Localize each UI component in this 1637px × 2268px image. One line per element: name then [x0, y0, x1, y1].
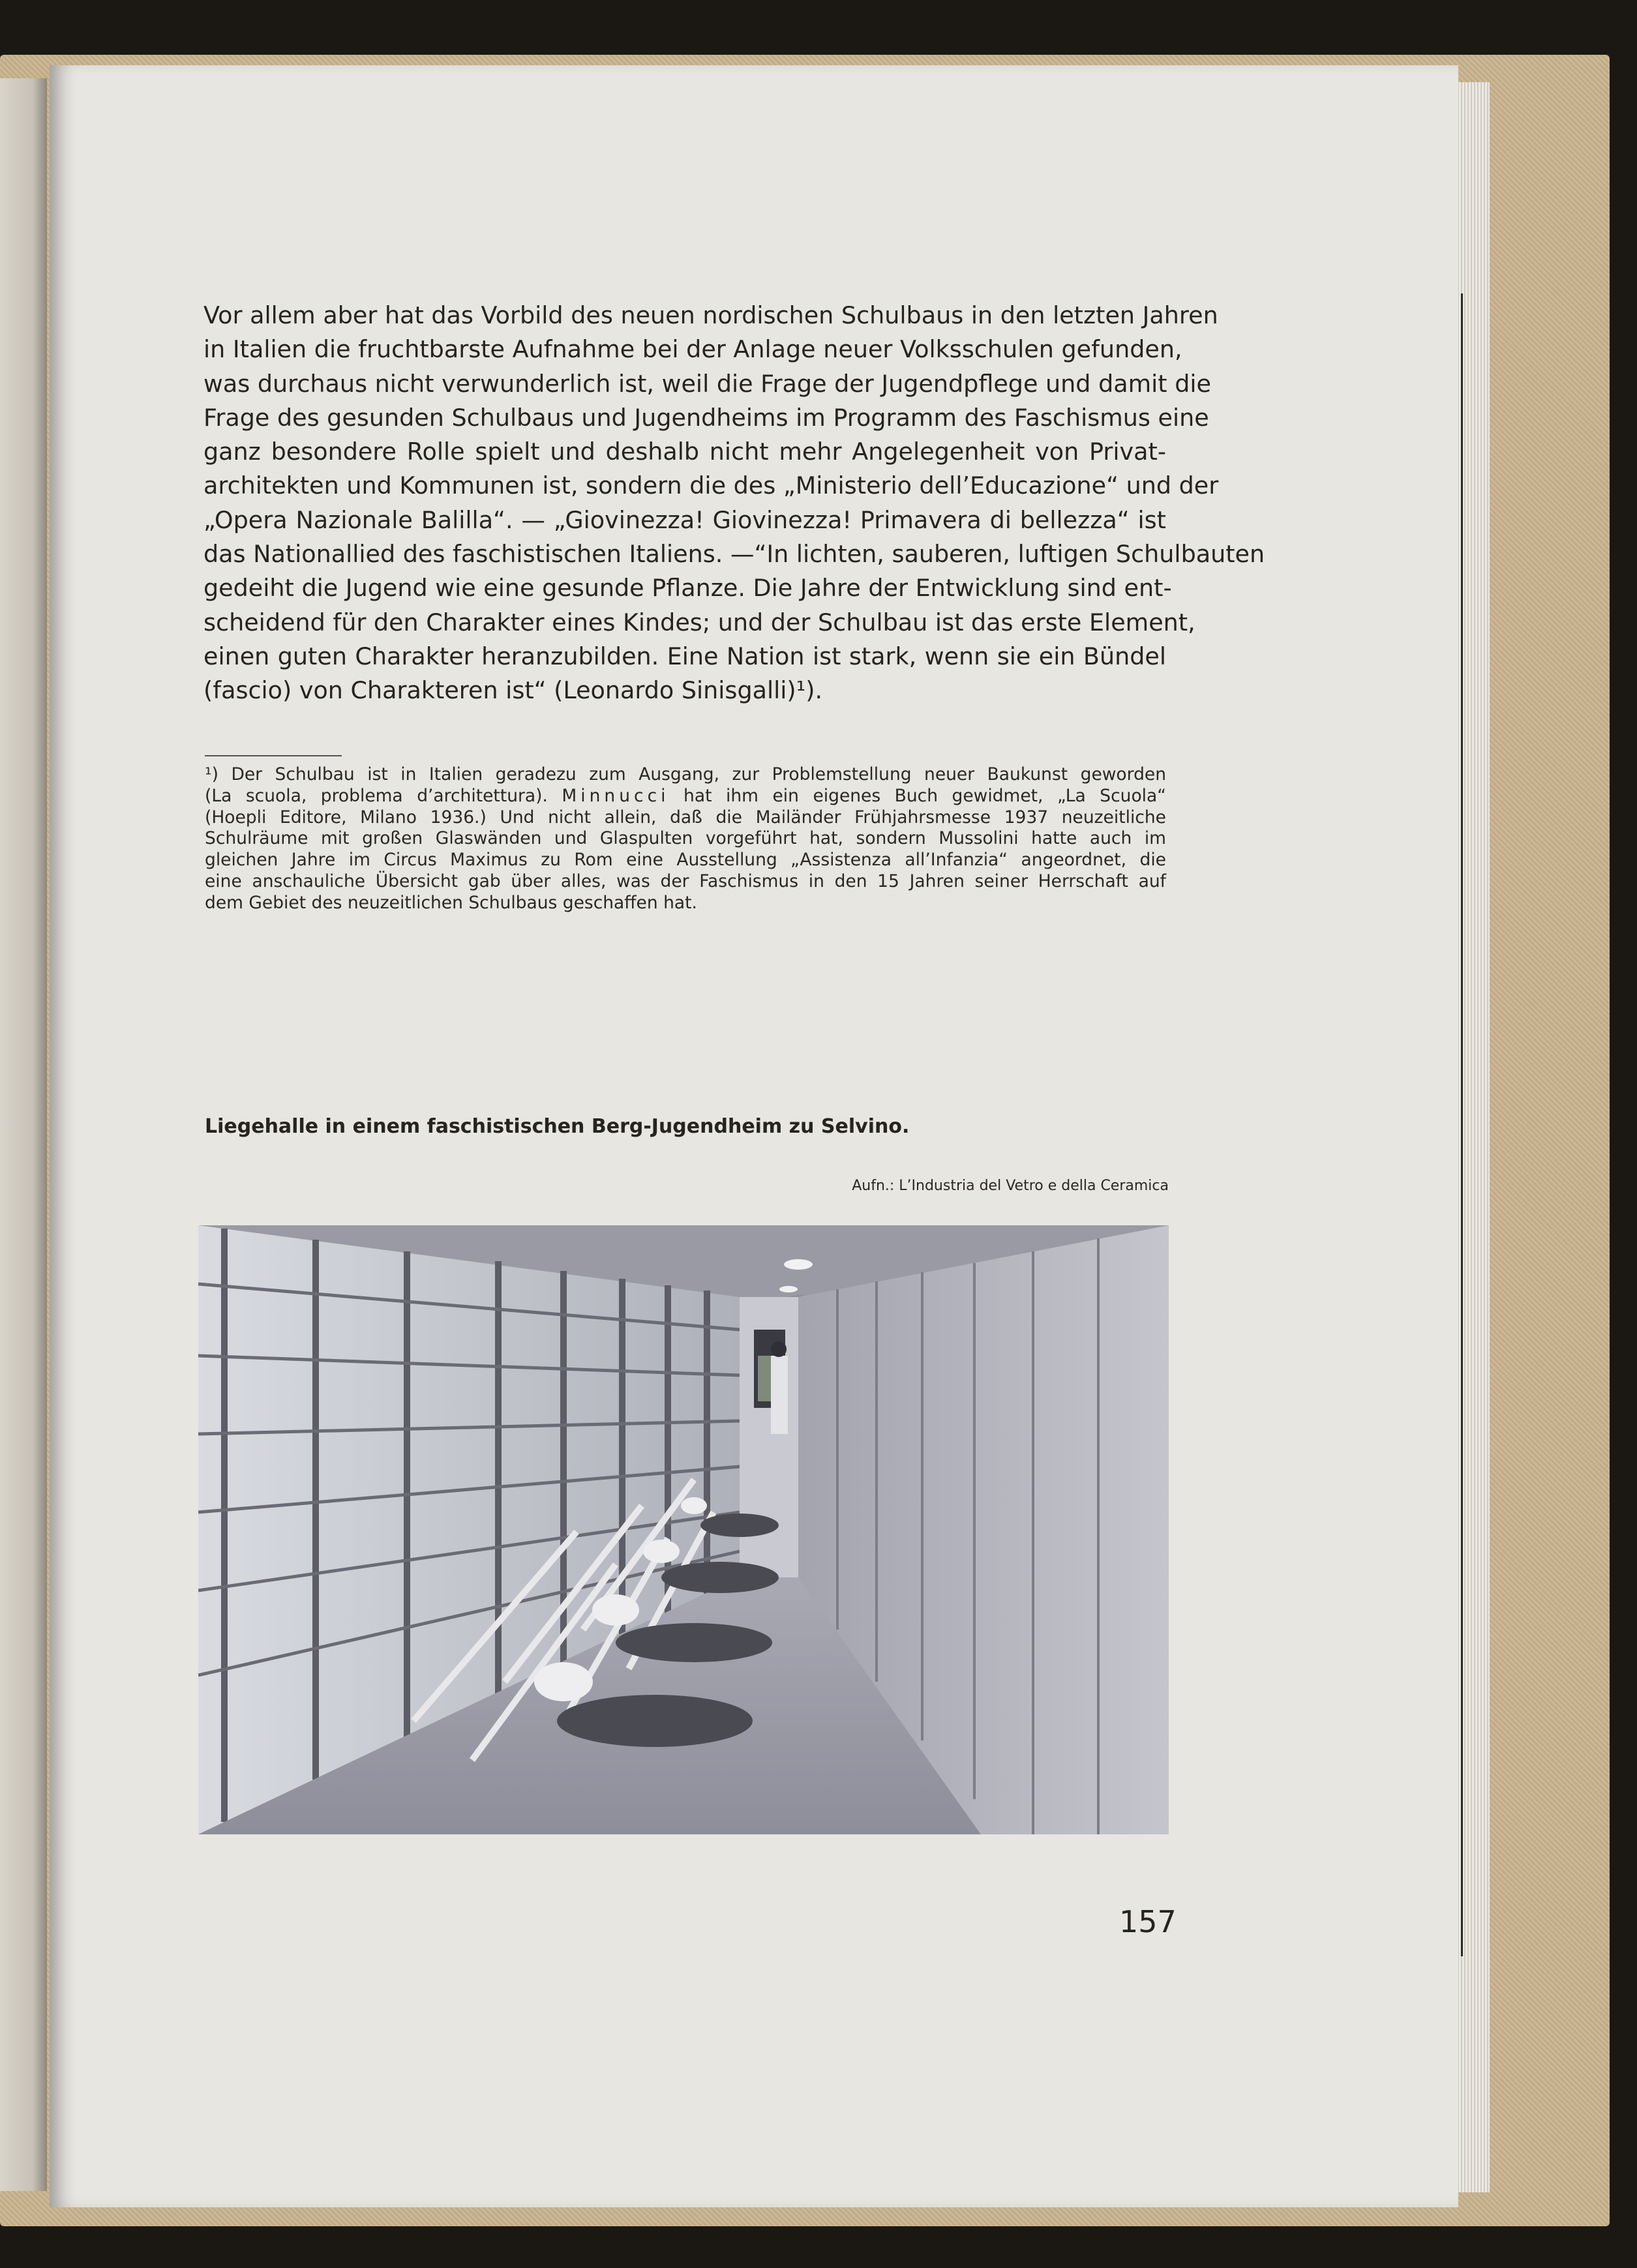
paragraph-line: das Nationallied des faschistischen Italiens. —“In lichten, sauberen, luftigen Schulbauten — [203, 540, 1265, 569]
spaced-author-name: Minnucci — [562, 785, 670, 806]
paragraph-line: in Italien die fruchtbarste Aufnahme bei der Anlage neuer Volksschulen gefunden, — [203, 335, 1182, 364]
footnote-line: gleichen Jahre im Circus Maximus zu Rom eine Ausstellung „Assistenza all’Infanzia“ angeordnet, die — [205, 850, 1166, 871]
footnote-text: (La scuola, problema d’architettura). — [205, 785, 562, 806]
paragraph-line: ganz besondere Rolle spielt und deshalb nicht mehr Angelegenheit von Privat- — [203, 438, 1166, 466]
footnote-text: hat ihm ein eigenes Buch gewidmet, „La Scuola“ — [669, 785, 1166, 806]
paragraph-line: gedeiht die Jugend wie eine gesunde Pflanze. Die Jahre der Entwicklung sind ent- — [203, 574, 1172, 603]
footnote-line: (Hoepli Editore, Milano 1936.) Und nicht allein, daß die Mailänder Frühjahrsmesse 1937 neuzeitliche — [205, 807, 1166, 828]
corridor-photograph — [198, 1225, 1169, 1834]
paragraph-line: architekten und Kommunen ist, sondern die des „Ministerio dell’Educazione“ und der — [203, 471, 1219, 500]
paragraph-line: „Opera Nazionale Balilla“. — „Giovinezza! Giovinezza! Primavera di bellezza“ ist — [203, 505, 1166, 534]
paragraph-line: scheidend für den Charakter eines Kindes; und der Schulbau ist das erste Element, — [203, 608, 1195, 636]
paragraph-line: was durchaus nicht verwunderlich ist, weil die Frage der Jugendpflege und damit die — [203, 369, 1211, 398]
footnote-line — [205, 786, 1166, 807]
footnote-line: Schulräume mit großen Glaswänden und Glaspulten vorgeführt hat, sondern Mussolini hatte auch im — [205, 828, 1166, 849]
paragraph-line: Frage des gesunden Schulbaus und Jugendheims im Programm des Faschismus eine — [203, 403, 1209, 432]
page-number: 157 — [1119, 1904, 1177, 1939]
ribbon-bookmark — [1461, 293, 1463, 1956]
footnote-divider — [205, 755, 342, 756]
footnote-line: eine anschauliche Übersicht gab über alles, was der Faschismus in den 15 Jahren seiner Herrschaft auf — [205, 871, 1166, 891]
paragraph-line: (fascio) von Charakteren ist“ (Leonardo Sinisgalli)¹). — [203, 676, 823, 705]
footnote-line: dem Gebiet des neuzeitlichen Schulbaus geschaffen hat. — [205, 892, 697, 913]
footnote — [205, 764, 1166, 914]
paragraph-line: Vor allem aber hat das Vorbild des neuen nordischen Schulbaus in den letzten Jahren — [203, 301, 1218, 329]
body-paragraph — [203, 299, 1265, 708]
photo-credit: Aufn.: L’Industria del Vetro e della Ceramica — [852, 1178, 1169, 1194]
footnote-line: ¹) Der Schulbau ist in Italien geradezu zum Ausgang, zur Problemstellung neuer Baukunst geworden — [205, 764, 1166, 784]
facing-page-edge — [0, 78, 47, 2191]
figure-caption: Liegehalle in einem faschistischen Berg-Jugendheim zu Selvino. — [205, 1115, 910, 1138]
paragraph-line: einen guten Charakter heranzubilden. Eine Nation ist stark, wenn sie ein Bündel — [203, 642, 1166, 670]
